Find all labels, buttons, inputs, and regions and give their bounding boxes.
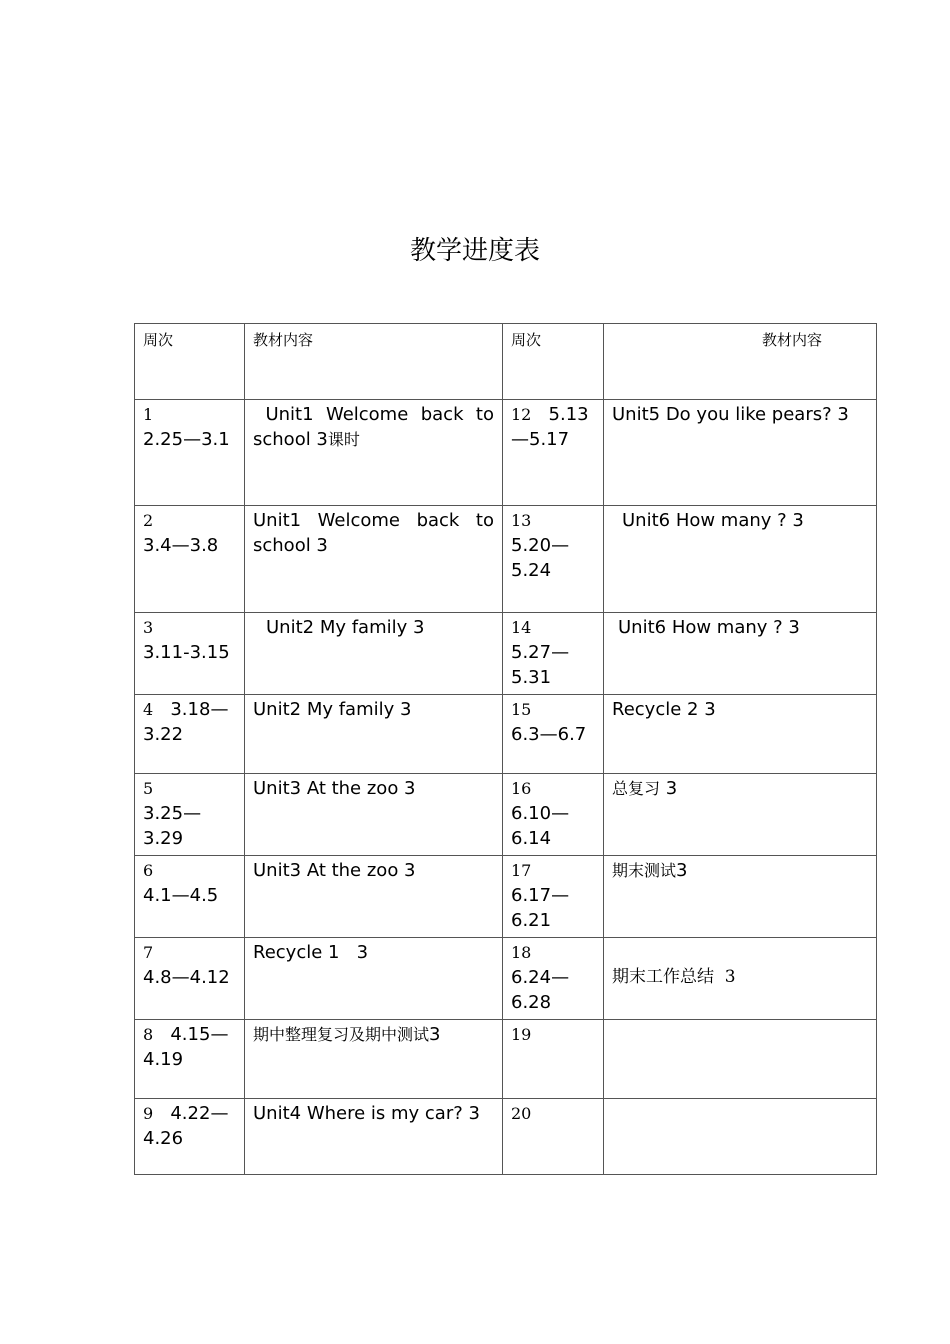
week-cell [135, 1099, 245, 1175]
week-cell [503, 1099, 604, 1175]
lesson-text: Unit2 My family 3 [266, 617, 425, 638]
header-week-2: 周次 [503, 324, 604, 400]
week-cell [135, 400, 245, 506]
page-title: 教学进度表 [409, 236, 540, 266]
week-dates: 3.18—3.22 [143, 699, 229, 745]
content-cell [245, 774, 503, 856]
lesson-text: 期末工作总结 3 [612, 967, 736, 987]
content-cell [604, 774, 877, 856]
week-cell [503, 400, 604, 506]
table-row [135, 506, 877, 613]
week-dates: 5.20—5.24 [511, 535, 570, 581]
week-number: 14 [511, 618, 532, 637]
week-number: 7 [143, 943, 154, 962]
lesson-text: Unit3 At the zoo 3 [253, 860, 416, 881]
table-row [135, 856, 877, 938]
content-cell [245, 613, 503, 695]
header-week: 周次 [135, 324, 245, 400]
week-number: 6 [143, 861, 154, 880]
content-cell [245, 938, 503, 1020]
content-cell [245, 1099, 503, 1175]
lesson-count: 3 [429, 1024, 441, 1045]
week-number: 3 [143, 618, 154, 637]
table-row [135, 1099, 877, 1175]
header-content: 教材内容 [245, 324, 503, 400]
week-dates: 4.15—4.19 [143, 1024, 229, 1070]
content-cell [245, 856, 503, 938]
content-cell [604, 856, 877, 938]
content-cell [245, 695, 503, 774]
week-dates: 5.13—5.17 [511, 404, 589, 450]
week-number: 19 [511, 1025, 532, 1044]
week-cell [503, 506, 604, 613]
lesson-text: Unit3 At the zoo 3 [253, 778, 416, 799]
lesson-text: Unit6 How many ? 3 [622, 510, 804, 531]
week-dates: 4.22—4.26 [143, 1103, 229, 1149]
week-cell [503, 774, 604, 856]
week-dates: 4.1—4.5 [143, 885, 219, 906]
week-number: 13 [511, 511, 532, 530]
week-number: 1 [143, 405, 154, 424]
week-cell [135, 613, 245, 695]
week-dates: 5.27—5.31 [511, 642, 570, 688]
table-row [135, 1020, 877, 1099]
week-number: 9 [143, 1104, 154, 1123]
week-dates: 3.25—3.29 [143, 803, 202, 849]
week-number: 18 [511, 943, 532, 962]
week-dates: 6.10—6.14 [511, 803, 570, 849]
week-cell [135, 506, 245, 613]
lesson-text: Unit2 My family 3 [253, 699, 412, 720]
week-number: 16 [511, 779, 532, 798]
lesson-text: Unit4 Where is my car? 3 [253, 1103, 480, 1124]
week-dates: 3.11-3.15 [143, 642, 230, 663]
week-dates: 2.25—3.1 [143, 429, 230, 450]
week-number: 5 [143, 779, 154, 798]
week-cell [135, 695, 245, 774]
week-dates: 3.4—3.8 [143, 535, 219, 556]
week-cell [135, 938, 245, 1020]
header-row [135, 324, 877, 400]
table-row [135, 613, 877, 695]
schedule-table [134, 323, 877, 1175]
lesson-text: Unit1 Welcome back to school 3 [253, 404, 494, 450]
content-cell [245, 506, 503, 613]
lesson-count: 3 [676, 860, 688, 881]
lesson-text: Recycle 1 3 [253, 942, 369, 963]
lesson-text: Unit1 Welcome back to school 3 [253, 510, 494, 556]
content-cell [245, 1020, 503, 1099]
week-cell [503, 938, 604, 1020]
content-cell [604, 400, 877, 506]
table-row [135, 695, 877, 774]
week-cell [503, 856, 604, 938]
lesson-unit: 课时 [327, 430, 360, 449]
week-dates: 4.8—4.12 [143, 967, 230, 988]
content-cell [245, 400, 503, 506]
week-cell [135, 856, 245, 938]
table-row [135, 938, 877, 1020]
week-number: 2 [143, 511, 154, 530]
content-cell [604, 938, 877, 1020]
lesson-text: Unit5 Do you like pears? 3 [612, 404, 849, 425]
table-row [135, 774, 877, 856]
week-dates: 6.3—6.7 [511, 724, 587, 745]
week-cell [135, 774, 245, 856]
week-cell [503, 695, 604, 774]
lesson-text: 期中整理复习及期中测试 [253, 1025, 430, 1044]
week-dates: 6.24—6.28 [511, 967, 570, 1013]
content-cell [604, 695, 877, 774]
week-number: 20 [511, 1104, 532, 1123]
header-content-2: 教材内容 [604, 324, 877, 400]
lesson-text: Unit6 How many ? 3 [618, 617, 800, 638]
week-number: 15 [511, 700, 532, 719]
week-number: 4 [143, 700, 154, 719]
week-cell [503, 1020, 604, 1099]
week-number: 17 [511, 861, 532, 880]
content-cell [604, 1020, 877, 1099]
content-cell [604, 1099, 877, 1175]
lesson-count: 3 [665, 778, 678, 799]
table-row [135, 400, 877, 506]
lesson-text: 期末测试 [612, 861, 677, 880]
content-cell [604, 506, 877, 613]
lesson-text: Recycle 2 3 [612, 699, 716, 720]
week-cell [503, 613, 604, 695]
lesson-text: 总复习 [612, 779, 661, 798]
week-number: 12 [511, 405, 532, 424]
content-cell [604, 613, 877, 695]
week-cell [135, 1020, 245, 1099]
week-number: 8 [143, 1025, 154, 1044]
week-dates: 6.17—6.21 [511, 885, 570, 931]
